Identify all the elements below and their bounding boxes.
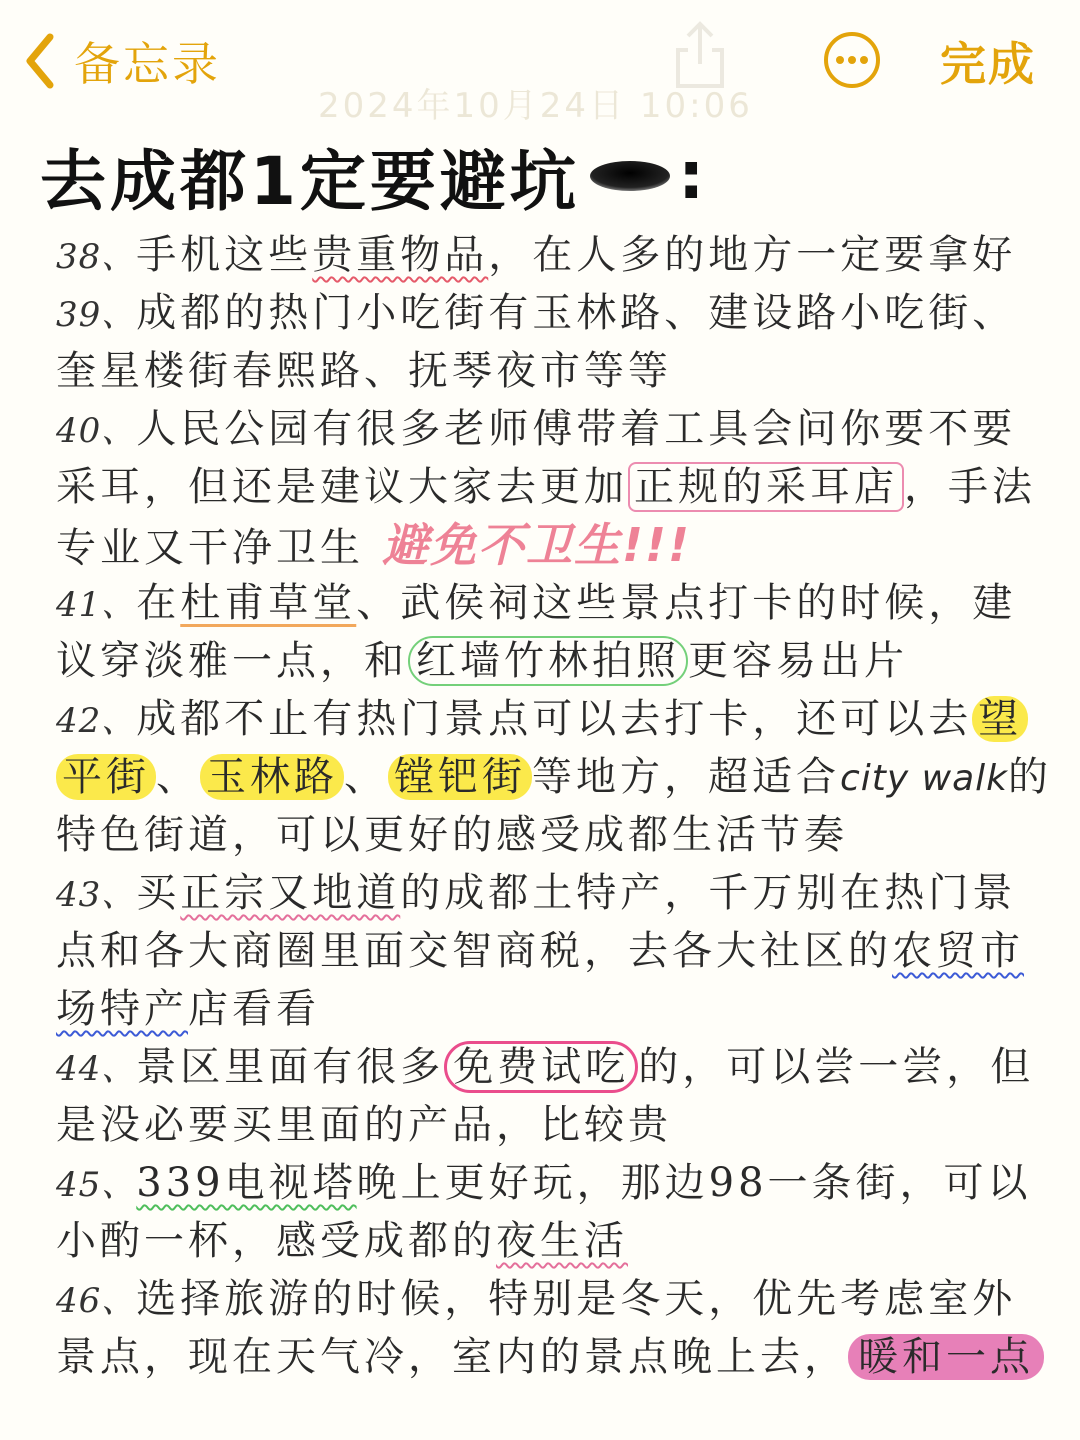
note-title: [40, 128, 708, 223]
note-line: [56, 1154, 1036, 1212]
item-number: 44、: [56, 1049, 137, 1089]
done-button[interactable]: 完成: [940, 37, 1036, 91]
line-text: 店看看: [188, 986, 320, 1032]
item-number: 41、: [56, 585, 137, 625]
handwritten-note: 避免不卫生!!!: [382, 518, 691, 572]
item-number: 46、: [56, 1281, 137, 1321]
line-text: 的，可以尝一尝，但: [638, 1044, 1035, 1090]
item-number: 43、: [56, 875, 137, 915]
item-number: 39、: [56, 295, 137, 335]
back-button[interactable]: [22, 28, 221, 94]
wavy-underline-text: 场特产: [56, 986, 188, 1032]
line-text: 选择旅游的时候，特别是冬天，优先考虑室外: [136, 1276, 1017, 1322]
note-line: [56, 458, 1036, 516]
highlighted-text: 平街: [56, 754, 156, 800]
line-text: 点和各大商圈里面交智商税，去各大社区的: [56, 928, 892, 974]
note-line: [56, 922, 1036, 980]
highlighted-text: 玉林路: [200, 754, 344, 800]
item-number: 38、: [56, 237, 137, 277]
line-text: 成都的热门小吃街有玉林路、建设路小吃街、: [136, 290, 1017, 336]
wavy-underline-text: 夜生活: [496, 1218, 628, 1264]
line-text: 奎星楼街春熙路、抚琴夜市等等: [56, 348, 672, 394]
title-suffix: :: [677, 137, 709, 214]
line-text: 小酌一杯，感受成都的: [56, 1218, 496, 1264]
line-text: 特色街道，可以更好的感受成都生活节奏: [56, 812, 848, 858]
line-text: 、: [344, 754, 388, 800]
note-line: [56, 864, 1036, 922]
hole-icon: [588, 159, 672, 193]
note-line: [56, 574, 1036, 632]
line-text: 的成都土特产，千万别在热门景: [400, 870, 1017, 916]
highlighted-text: 镗钯街: [388, 754, 532, 800]
wavy-underline-text: 农贸市: [892, 928, 1024, 974]
note-line: [56, 1270, 1036, 1328]
back-label: 备忘录: [74, 37, 221, 91]
navigation-bar: [0, 0, 1080, 126]
circled-text: 免费试吃: [444, 1041, 638, 1093]
line-text: 景点，现在天气冷，室内的景点晚上去，: [56, 1334, 848, 1380]
line-text: 是没必要买里面的产品，比较贵: [56, 1102, 672, 1148]
highlighted-text: 望: [972, 696, 1028, 742]
note-line: [56, 1038, 1036, 1096]
note-line: [56, 748, 1053, 806]
wavy-underline-text: 贵重物品: [312, 232, 489, 278]
note-line: [56, 632, 1036, 690]
script-text: city walk: [840, 758, 1009, 799]
note-line: [56, 690, 1036, 748]
item-number: 40、: [56, 411, 137, 451]
wavy-underline-text: 339电视塔: [136, 1160, 357, 1206]
line-text: ，手法: [904, 464, 1036, 510]
line-text: 专业又干净卫生: [56, 525, 364, 571]
note-line: [56, 400, 1036, 458]
line-text: ，在人多的地方一定要拿好: [488, 232, 1017, 278]
note-line: [56, 342, 1036, 400]
note-line: [56, 1328, 1036, 1386]
line-text: 采耳，但还是建议大家去更加: [56, 464, 628, 510]
circled-text: 红墙竹林拍照: [408, 636, 688, 686]
line-text: 人民公园有很多老师傅带着工具会问你要不要: [136, 406, 1017, 452]
note-line: [56, 284, 1036, 342]
line-text: 晚上更好玩，那边98一条街，可以: [356, 1160, 1032, 1206]
line-text: 在: [136, 580, 181, 626]
line-text: 手机这些: [136, 232, 313, 278]
line-text: 买: [136, 870, 181, 916]
chevron-left-icon: [22, 31, 56, 91]
highlighted-text: 暖和一点: [848, 1334, 1044, 1380]
boxed-text: 正规的采耳店: [628, 462, 904, 512]
line-text: 更容易出片: [688, 638, 908, 684]
line-text: 等地方，超适合: [532, 754, 840, 800]
line-text: 成都不止有热门景点可以去打卡，还可以去: [136, 696, 973, 742]
note-line: [56, 226, 1036, 284]
line-text: 、武侯祠这些景点打卡的时候，建: [356, 580, 1017, 626]
line-text: 、: [156, 754, 200, 800]
item-number: 45、: [56, 1165, 137, 1205]
note-line: [56, 516, 1036, 574]
line-text: 的: [1008, 754, 1053, 800]
item-number: 42、: [56, 701, 137, 741]
line-text: 议穿淡雅一点，和: [56, 638, 408, 684]
underlined-text: 杜甫草堂: [180, 580, 357, 626]
title-text: 去成都1定要避坑: [40, 143, 580, 220]
note-date: 2024年10月24日 10:06: [318, 86, 753, 126]
note-line: [56, 1096, 1036, 1154]
note-body[interactable]: [56, 226, 1053, 1386]
line-text: 景区里面有很多: [136, 1044, 445, 1090]
wavy-underline-text: 正宗又地道: [180, 870, 401, 916]
more-options-icon[interactable]: [822, 30, 882, 90]
note-line: [56, 806, 1036, 864]
note-line: [56, 980, 1036, 1038]
note-line: [56, 1212, 1036, 1270]
